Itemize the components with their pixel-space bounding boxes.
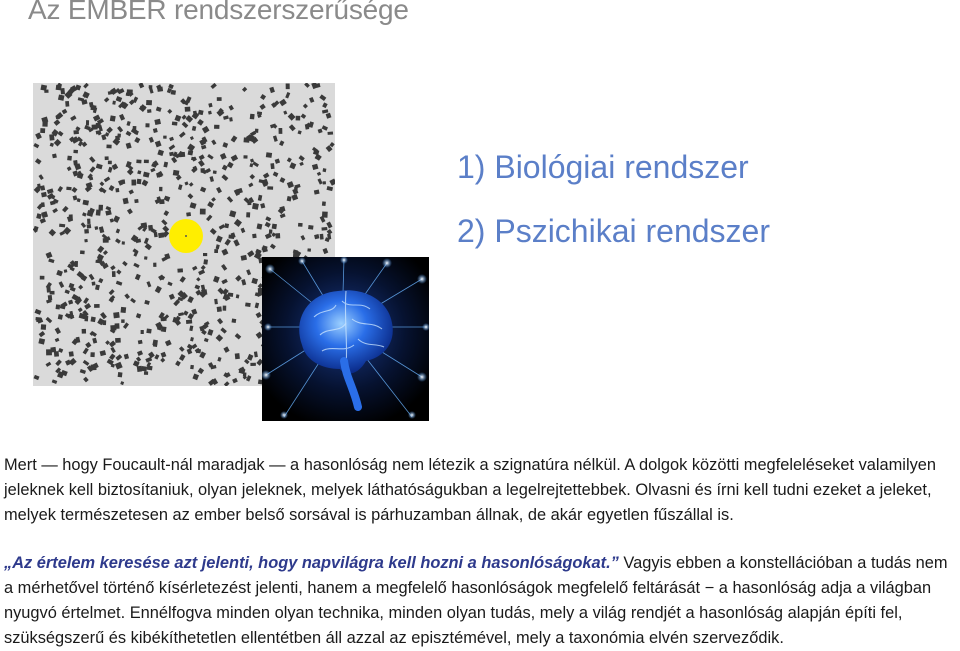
paragraph-foucault: Mert — hogy Foucault-nál maradjak — a hasonlóság nem létezik a szignatúra nélkül. A dolgok közötti megfeleléseket valamilyen jeleknek kell biztosítaniuk, olyan jeleknek, melyek láthatóságukban a legelrejtettebbek. Olvasni és írni kell tudni ezeket a jeleket, melyek természetesen az ember belső sorsával is párhuzamban állnak, de akár egyetlen fűszállal is.: [4, 456, 937, 524]
list-item-biological-system: 1) Biológiai rendszer: [457, 149, 749, 185]
brain-illustration: [262, 257, 429, 421]
slide-title: Az EMBER rendszerszerűsége: [28, 0, 409, 25]
paragraph-rest: Vagyis ebben a konstellációban a tudás nem a mérhetővel történő kísérletezést jelenti, hanem a megfelelő hasonlóságok megfelelő feltárását − a hasonlóság adja a világban nyugvó értelmet. Ennélfogva minden olyan technika, minden olyan tudás, mely a világ rendjét a hasonlóság alapján építi fel, szükségszerű és kibékíthetetlen ellentétben áll azzal az episztémével, mely a taxonómia elvén szerveződik.: [4, 554, 948, 647]
paragraph-episteme: [4, 551, 958, 651]
list-item-psychic-system: 2) Pszichikai rendszer: [457, 213, 770, 249]
emphasized-quote: „Az értelem keresése azt jelenti, hogy napvilágra kell hozni a hasonlóságokat.”: [4, 554, 619, 572]
glowing-brain-image: [262, 257, 429, 421]
